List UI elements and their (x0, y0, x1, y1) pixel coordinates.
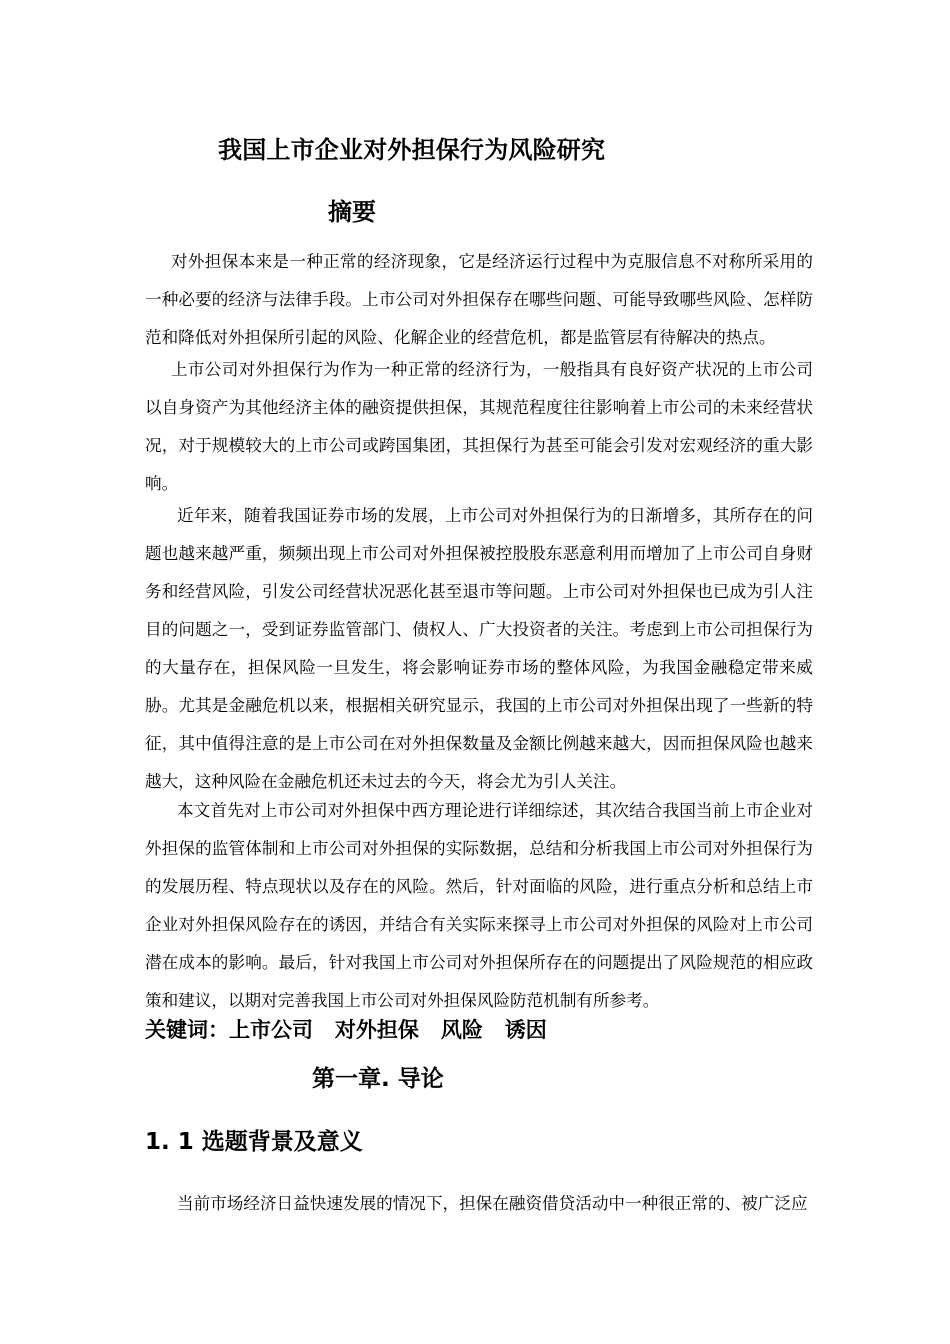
abstract-paragraph-4: 本文首先对上市公司对外担保中西方理论进行详细综述，其次结合我国当前上市企业对外担保的监管体制和上市公司对外担保的实际数据，总结和分析我国上市公司对外担保行为的发展历程、特点现状以及存在的风险。然后，针对面临的风险，进行重点分析和总结上市企业对外担保风险存在的诱因，并结合有关实际来探寻上市公司对外担保的风险对上市公司潜在成本的影响。最后，针对我国上市公司对外担保所存在的问题提出了风险规范的相应政策和建议，以期对完善我国上市公司对外担保风险防范机制有所参考。 (145, 801, 813, 1010)
section-paragraph: 当前市场经济日益快速发展的情况下，担保在融资借贷活动中一种很正常的、被广泛应 (177, 1194, 808, 1213)
section-heading: 1. 1 选题背景及意义 (145, 1129, 363, 1155)
abstract-heading: 摘要 (328, 198, 376, 226)
abstract-paragraph-1: 对外担保本来是一种正常的经济现象，它是经济运行过程中为克服信息不对称所采用的一种必要的经济与法律手段。上市公司对外担保存在哪些问题、可能导致哪些风险、怎样防范和降低对外担保所引起的风险、化解企业的经营危机，都是监管层有待解决的热点。 (145, 252, 813, 347)
keywords-line: 关键词：上市公司 对外担保 风险 诱因 (145, 1018, 547, 1042)
abstract-paragraph-2: 上市公司对外担保行为作为一种正常的经济行为，一般指具有良好资产状况的上市公司以自身资产为其他经济主体的融资提供担保，其规范程度往往影响着上市公司的未来经营状况，对于规模较大的上市公司或跨国集团，其担保行为甚至可能会引发对宏观经济的重大影响。 (145, 360, 813, 493)
chapter-heading: 第一章. 导论 (312, 1066, 444, 1092)
abstract-paragraph-3: 近年来，随着我国证券市场的发展，上市公司对外担保行为的日渐增多，其所存在的问题也越来越严重，频频出现上市公司对外担保被控股股东恶意利用而增加了上市公司自身财务和经营风险，引发公司经营状况恶化甚至退市等问题。上市公司对外担保也已成为引人注目的问题之一，受到证券监管部门、债权人、广大投资者的关注。考虑到上市公司担保行为的大量存在，担保风险一旦发生，将会影响证券市场的整体风险，为我国金融稳定带来威胁。尤其是金融危机以来，根据相关研究显示，我国的上市公司对外担保出现了一些新的特征，其中值得注意的是上市公司在对外担保数量及金额比例越来越大，因而担保风险也越来越大，这种风险在金融危机还未过去的今天，将会尤为引人关注。 (145, 506, 813, 791)
document-title: 我国上市企业对外担保行为风险研究 (218, 136, 606, 164)
